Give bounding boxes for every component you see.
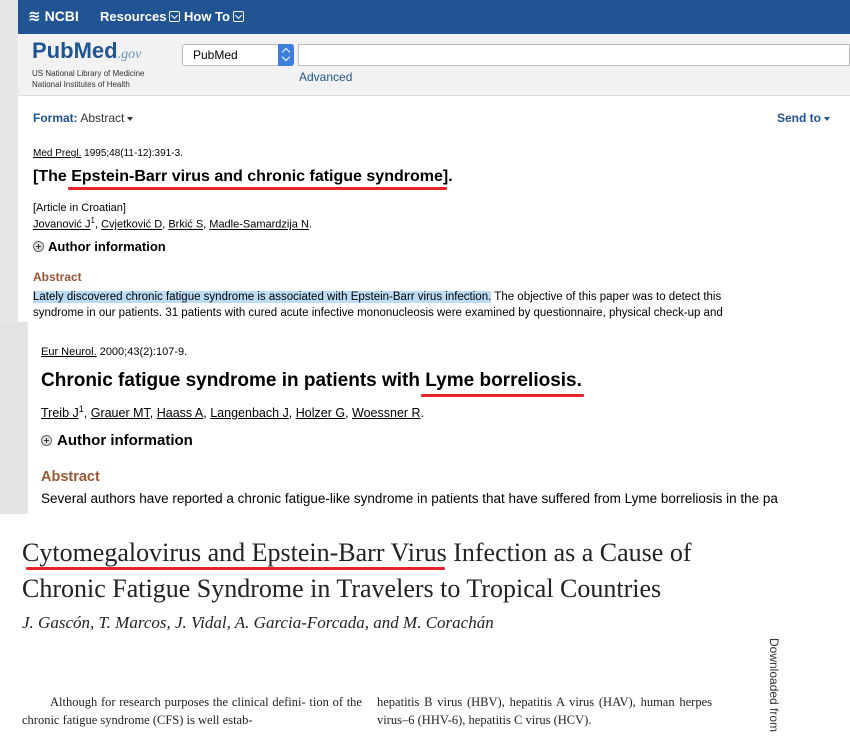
- article-language: [Article in Croatian]: [33, 202, 126, 214]
- pubmed-logo[interactable]: PubMed.gov US National Library of Medicine National Institutes of Health: [32, 38, 145, 89]
- downloaded-from-margin-text: Downloaded from: [767, 638, 781, 733]
- author-link[interactable]: Langenbach J: [210, 406, 289, 421]
- select-arrows-icon: [278, 44, 294, 66]
- author-list: Jovanović $J^1$, Cvjetković D, Brkić S, Madle-Samardzija N.: [33, 216, 312, 231]
- journal-link[interactable]: Eur Neurol.: [41, 346, 97, 358]
- author-link[interactable]: Haass A: [156, 406, 204, 421]
- author-link[interactable]: Cvjetković D: [101, 218, 163, 231]
- title-highlighted-phrase: Epstein-Barr virus and chronic fatigue syndrome: [71, 168, 443, 185]
- expand-plus-icon: [41, 435, 52, 446]
- author-link[interactable]: Holzer G: [295, 406, 346, 421]
- author-link[interactable]: Treib J: [41, 406, 79, 421]
- advanced-search-link[interactable]: Advanced: [299, 70, 353, 84]
- article-title-line-2: Chronic Fatigue Syndrome in Travelers to Tropical Countries: [22, 574, 662, 603]
- caret-down-icon: [824, 117, 830, 121]
- send-to-dropdown[interactable]: Send to: [777, 111, 830, 125]
- caret-down-icon: [127, 117, 133, 121]
- red-underline: [421, 394, 584, 397]
- article-title-line-1: Cytomegalovirus and Epstein-Barr Virus Infection as a Cause of: [22, 538, 691, 568]
- article-title: [The Epstein-Barr virus and chronic fatigue syndrome ].: [33, 168, 453, 186]
- title-highlighted-phrase: Lyme borreliosis.: [425, 370, 582, 391]
- author-link[interactable]: Madle-Samardzija N: [209, 218, 309, 231]
- ncbi-logo[interactable]: ≋ NCBI: [28, 8, 79, 25]
- pubmed-header: [18, 34, 850, 96]
- search-input[interactable]: [298, 44, 850, 66]
- pubmed-screenshot-panel: [18, 0, 850, 322]
- ncbi-helix-icon: ≋: [28, 8, 41, 25]
- citation: Eur Neurol. 2000;43(2):107-9.: [41, 346, 188, 358]
- chevron-down-icon: [169, 11, 180, 22]
- author-list: Treib $J^1$, Grauer MT, Haass A, Langenbach J, Holzer G, Woessner R.: [41, 404, 425, 421]
- left-gutter: [0, 0, 18, 322]
- title-highlighted-phrase: Cytomegalovirus and Epstein-Barr Virus: [22, 538, 447, 567]
- author-link[interactable]: Jovanović J: [33, 218, 91, 231]
- highlighted-sentence: Lately discovered chronic fatigue syndrome is associated with Epstein-Barr virus infection.: [33, 291, 492, 303]
- author-information-toggle[interactable]: Author information: [41, 432, 193, 449]
- body-column-right: hepatitis B virus (HBV), hepatitis A virus (HAV), human herpes virus–6 (HHV-6), hepatitis C virus (HCV).: [377, 695, 712, 727]
- red-underline: [26, 567, 445, 570]
- database-select[interactable]: PubMed: [182, 44, 294, 66]
- journal-link[interactable]: Med Pregl.: [33, 148, 82, 159]
- body-column-left: Although for research purposes the clinical defini- tion of the chronic fatigue syndrome (CFS) is well estab-: [22, 695, 362, 727]
- nav-resources[interactable]: Resources: [100, 9, 180, 24]
- chevron-down-icon: [233, 11, 244, 22]
- author-list: J. Gascón, T. Marcos, J. Vidal, A. Garcia-Forcada, and M. Corachán: [22, 613, 494, 632]
- nav-how-to[interactable]: How To: [184, 9, 244, 24]
- expand-plus-icon: [33, 241, 44, 252]
- format-dropdown[interactable]: Format: Abstract: [33, 111, 133, 125]
- author-link[interactable]: Grauer MT: [90, 406, 150, 421]
- abstract-text: Lately discovered chronic fatigue syndrome is associated with Epstein-Barr virus infection. The objective of this paper was to detect this syndrome in our patients. 31 patients with cured acute infective mononucleosis were examined by questionnaire, physical check-up and: [33, 291, 723, 319]
- abstract-heading: Abstract: [33, 270, 82, 284]
- author-information-toggle[interactable]: Author information: [33, 239, 166, 254]
- journal-article-panel: [0, 514, 850, 752]
- article-title: Chronic fatigue syndrome in patients with Lyme borreliosis.: [41, 370, 582, 392]
- red-underline: [68, 187, 447, 190]
- author-link[interactable]: Brkić S: [168, 218, 204, 231]
- left-gutter: [0, 322, 28, 514]
- abstract-text: Several authors have reported a chronic fatigue-like syndrome in patients that have suffered from Lyme borreliosis in the pa: [41, 491, 778, 506]
- citation: Med Pregl. 1995;48(11-12):391-3.: [33, 148, 183, 159]
- abstract-heading: Abstract: [41, 469, 100, 485]
- eur-neurol-panel: [0, 322, 850, 514]
- author-link[interactable]: Woessner R: [352, 406, 421, 421]
